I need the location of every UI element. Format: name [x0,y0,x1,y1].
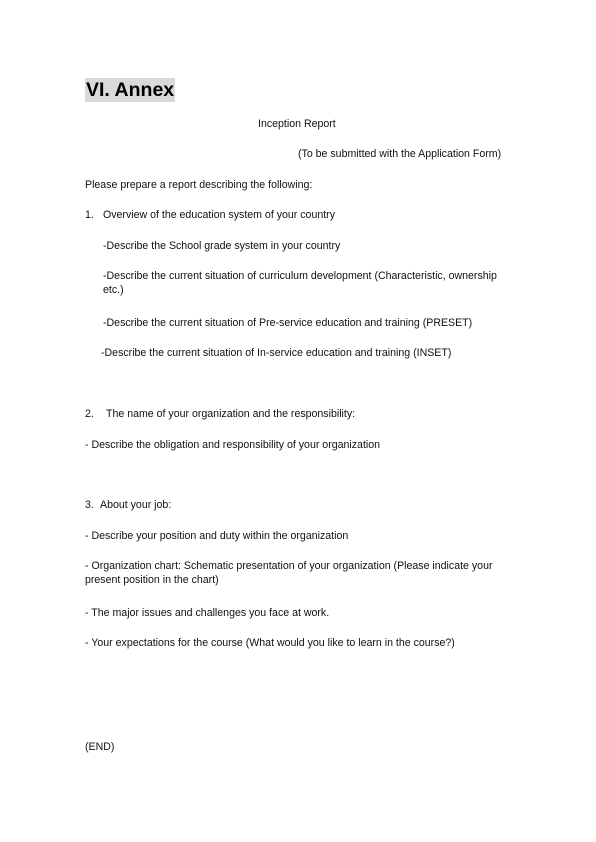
section3-number: 3. [85,499,94,511]
section3-title: About your job: [100,499,172,511]
section1-item: -Describe the current situation of Pre-service education and training (PRESET) [103,317,473,329]
section2-number: 2. [85,408,94,420]
end-mark: (END) [85,741,115,753]
section1-title: Overview of the education system of your country [103,209,335,221]
section1-number: 1. [85,209,94,221]
section1-item: -Describe the School grade system in your country [103,240,341,252]
section2-item: - Describe the obligation and responsibility of your organization [85,439,381,451]
section3-item: - Your expectations for the course (What would you like to learn in the course?) [85,637,455,649]
section3-item: - The major issues and challenges you face at work. [85,607,330,619]
section1-item: -Describe the current situation of In-service education and training (INSET) [101,347,452,359]
section2-title: The name of your organization and the responsibility: [106,408,356,420]
section3-item: - Describe your position and duty within the organization [85,530,349,542]
section3-item: - Organization chart: Schematic presentation of your organization (Please indicate your present position in the chart) [85,560,493,586]
intro-text: Please prepare a report describing the following: [85,179,313,191]
section1-item: -Describe the current situation of curriculum development (Characteristic, ownership etc.) [103,270,497,296]
report-title: Inception Report [258,118,336,130]
annex-heading: VI. Annex [86,79,175,101]
report-note: (To be submitted with the Application Form) [298,148,502,160]
